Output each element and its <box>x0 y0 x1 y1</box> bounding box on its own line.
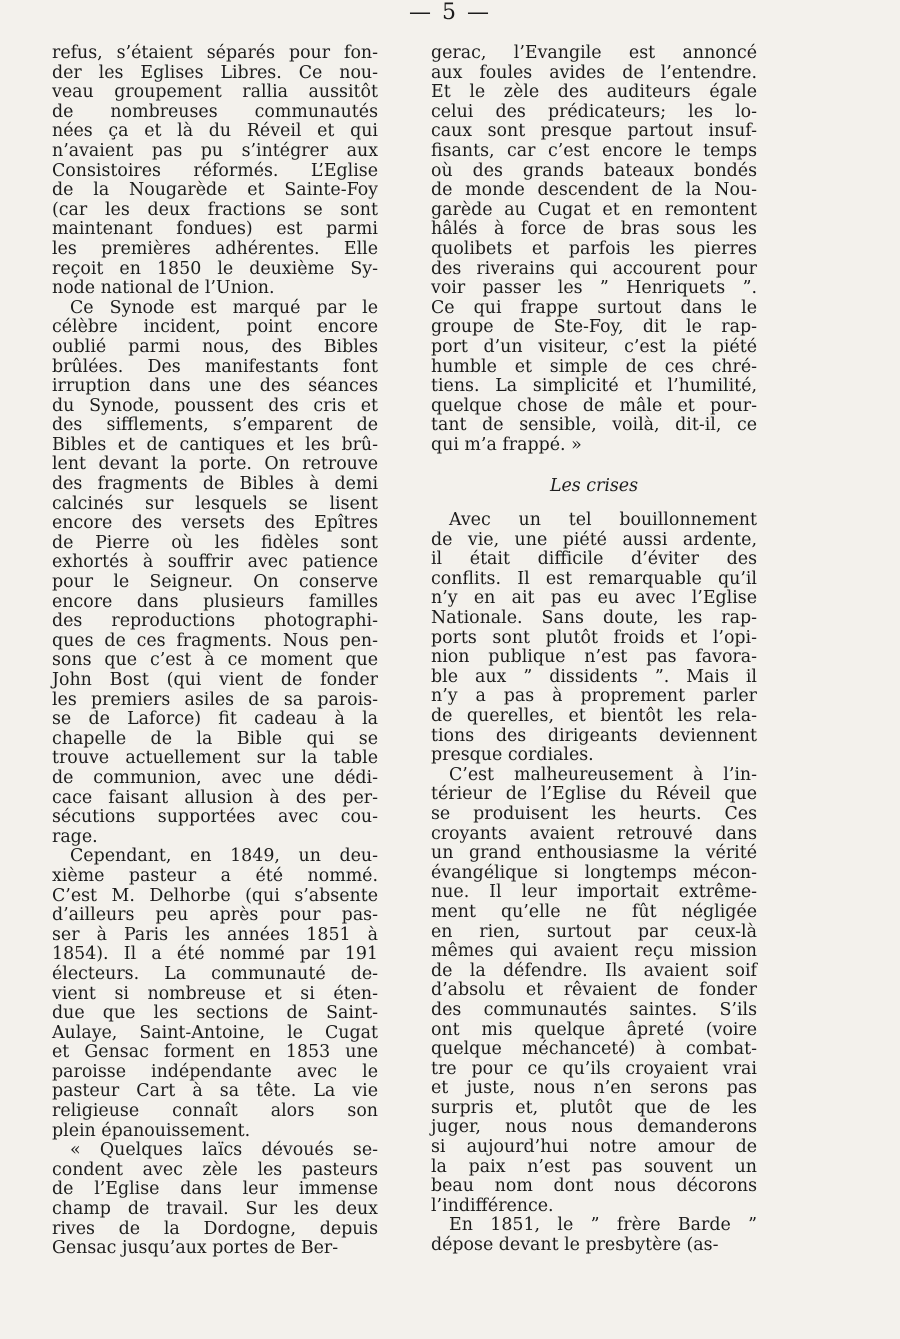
text-line: Aulaye, Saint-Antoine, le Cugat <box>52 1022 378 1043</box>
text-line: des sifflements, s’emparent de <box>52 415 378 436</box>
text-line: nées ça et là du Réveil et qui <box>52 121 378 142</box>
text-line: térieur de l’Eglise du Réveil que <box>431 784 757 805</box>
text-line: celui des prédicateurs; les lo- <box>431 101 757 122</box>
paragraph <box>431 1216 757 1255</box>
text-line: veau groupement rallia aussitôt <box>52 82 378 103</box>
text-line: Cependant, en 1849, un deu- <box>70 846 378 867</box>
text-line: caux sont presque partout insuf- <box>431 121 757 142</box>
text-line: node national de l’Union. <box>52 278 275 299</box>
paragraph <box>431 44 757 455</box>
text-line: ment qu’elle ne fût négligée <box>431 901 757 922</box>
text-line: der les Eglises Libres. Ce nou- <box>52 62 378 83</box>
text-line: trouve actuellement sur la table <box>52 748 378 769</box>
text-line: d’absolu et rêvaient de fonder <box>431 980 757 1001</box>
text-line: religieuse connaît alors son <box>52 1101 378 1122</box>
text-line: port d’un visiteur, c’est la piété <box>431 336 757 357</box>
text-line: de monde descendent de la Nou- <box>431 180 757 201</box>
text-line: irruption dans une des séances <box>52 376 378 397</box>
text-line: les premiers asiles de sa parois- <box>52 689 378 710</box>
text-line: quelque chose de mâle et pour- <box>431 395 757 416</box>
text-line: des reproductions photographi- <box>52 611 378 632</box>
text-line: presque cordiales. <box>431 745 594 766</box>
text-line: Ce qui frappe surtout dans le <box>431 297 757 318</box>
text-line: du Synode, poussent des cris et <box>52 395 378 416</box>
text-line: ports sont plutôt froids et l’opi- <box>431 627 757 648</box>
text-line: garède au Cugat et en remontent <box>431 199 757 220</box>
text-line: célèbre incident, point encore <box>52 317 378 338</box>
text-line: et Gensac forment en 1853 une <box>52 1042 378 1063</box>
text-line: Gensac jusqu’aux portes de Ber- <box>52 1238 339 1259</box>
text-line: C’est malheureusement à l’in- <box>449 764 757 785</box>
text-line: évangélique si longtemps mécon- <box>431 862 757 883</box>
text-line: quelque méchanceté) à combat- <box>431 1039 757 1060</box>
text-line: un grand enthousiasme la vérité <box>431 843 757 864</box>
text-line: Nationale. Sans doute, les rap- <box>431 608 757 629</box>
text-line: plein épanouissement. <box>52 1120 251 1141</box>
text-line: C’est M. Delhorbe (qui s’absente <box>52 885 378 906</box>
text-line: hâlés à force de bras sous les <box>431 219 757 240</box>
text-line: Consistoires réformés. L’Eglise <box>52 160 378 181</box>
text-line: de vie, une piété aussi ardente, <box>431 529 757 550</box>
text-line: oublié parmi nous, des Bibles <box>52 336 378 357</box>
text-line: surpris et, plutôt que de les <box>431 1097 757 1118</box>
text-line: et juste, nous n’en serons pas <box>431 1078 757 1099</box>
text-line: vient si nombreuse et si éten- <box>52 983 378 1004</box>
text-line: de communion, avec une dédi- <box>52 767 378 788</box>
text-line: En 1851, le ” frère Barde ” <box>449 1215 757 1236</box>
text-line: 1854). Il a été nommé par 191 <box>52 944 378 965</box>
paragraph <box>431 511 757 766</box>
text-line: nue. Il leur importait extrême- <box>431 882 757 903</box>
text-line: tre pour ce qu’ils croyaient vrai <box>431 1058 757 1079</box>
text-line: (car les deux fractions se sont <box>52 199 378 220</box>
text-line: de nombreuses communautés <box>52 101 378 122</box>
text-line: calcinés sur lesquels se lisent <box>52 493 378 514</box>
right-column-bottom <box>431 511 757 1256</box>
text-line: de querelles, et bientôt les rela- <box>431 706 757 726</box>
text-line: gerac, l’Evangile est annoncé <box>431 43 757 63</box>
text-line: de la Nougarède et Sainte-Foy <box>52 180 378 201</box>
right-column-top <box>431 44 757 455</box>
page-number: — 5 — <box>409 0 491 25</box>
text-line: aux foules avides de l’entendre. <box>431 62 757 83</box>
text-line: conflits. Il est remarquable qu’il <box>431 568 757 589</box>
text-line: maintenant fondues) est parmi <box>52 219 378 240</box>
text-line: nion publique n’est pas favora- <box>431 647 757 668</box>
left-column <box>52 44 378 1259</box>
text-line: reçoit en 1850 le deuxième Sy- <box>52 258 378 279</box>
text-line: les premières adhérentes. Elle <box>52 238 378 259</box>
text-line: il était difficile d’éviter des <box>431 549 757 570</box>
text-line: électeurs. La communauté de- <box>52 963 378 984</box>
text-line: pour le Seigneur. On conserve <box>52 572 378 593</box>
text-line: fisants, car c’est encore le temps <box>431 140 757 161</box>
text-line: en rien, surtout par ceux-là <box>431 921 757 942</box>
text-line: Bibles et de cantiques et les brû- <box>52 434 378 455</box>
paragraph <box>52 299 378 848</box>
text-line: de la défendre. Ils avaient soif <box>431 960 757 981</box>
text-line: n’y a pas à proprement parler <box>431 686 757 707</box>
text-line: ques de ces fragments. Nous pen- <box>52 630 378 651</box>
section-heading: Les crises <box>549 476 639 497</box>
text-line: paroisse indépendante avec le <box>52 1061 378 1082</box>
text-line: des fragments de Bibles à demi <box>52 474 378 495</box>
text-line: qui m’a frappé. » <box>431 434 582 455</box>
text-line: croyants avaient retrouvé dans <box>431 823 757 844</box>
text-line: groupe de Ste-Foy, dit le rap- <box>431 317 757 338</box>
text-line: la paix n’est pas souvent un <box>431 1156 757 1177</box>
text-line: mêmes qui avaient reçu mission <box>431 941 757 962</box>
text-line: sons que c’est à ce moment que <box>52 650 378 671</box>
text-line: se de Laforce) fit cadeau à la <box>52 709 378 730</box>
text-line: n’y en ait pas eu avec l’Eglise <box>431 588 757 609</box>
text-line: de Pierre où les fidèles sont <box>52 532 378 553</box>
text-line: Ce Synode est marqué par le <box>70 297 378 318</box>
text-line: condent avec zèle les pasteurs <box>52 1159 378 1180</box>
text-line: juger, nous nous demanderons <box>431 1117 757 1138</box>
text-line: encore des versets des Epîtres <box>52 513 378 534</box>
text-line: ble aux ” dissidents ”. Mais il <box>431 666 757 687</box>
text-line: tant de sensible, voilà, dit-il, ce <box>431 415 757 436</box>
text-line: quolibets et parfois les pierres <box>431 238 757 259</box>
text-line: ser à Paris les années 1851 à <box>52 924 378 945</box>
text-line: refus, s’étaient séparés pour fon- <box>52 43 378 63</box>
text-line: lent devant la porte. On retrouve <box>52 454 378 475</box>
paragraph <box>431 766 757 1217</box>
text-line: John Bost (qui vient de fonder <box>52 670 378 690</box>
text-line: rives de la Dordogne, depuis <box>52 1218 378 1239</box>
text-line: pasteur Cart à sa tête. La vie <box>52 1081 378 1102</box>
text-line: due que les sections de Saint- <box>52 1003 378 1024</box>
text-line: des riverains qui accourent pour <box>431 258 757 279</box>
text-line: exhortés à souffrir avec patience <box>52 552 378 573</box>
text-line: brûlées. Des manifestants font <box>52 356 378 377</box>
paragraph <box>52 44 378 299</box>
text-line: tiens. La simplicité et l’humilité, <box>431 376 757 397</box>
text-line: l’indifférence. <box>431 1195 554 1216</box>
text-line: Avec un tel bouillonnement <box>449 510 757 531</box>
text-line: tions des dirigeants deviennent <box>431 725 757 746</box>
text-line: beau nom dont nous décorons <box>431 1176 757 1197</box>
text-line: « Quelques laïcs dévoués se- <box>70 1140 378 1161</box>
paragraph <box>52 847 378 1141</box>
right-column <box>431 44 757 1256</box>
text-line: sécutions supportées avec cou- <box>52 807 378 828</box>
text-line: ont mis quelque âpreté (voire <box>431 1019 757 1040</box>
text-line: humble et simple de ces chré- <box>431 356 757 377</box>
text-line: encore dans plusieurs familles <box>52 591 378 612</box>
text-line: dépose devant le presbytère (as- <box>431 1235 719 1256</box>
text-line: champ de travail. Sur les deux <box>52 1199 378 1220</box>
text-line: si aujourd’hui notre amour de <box>431 1137 757 1158</box>
text-line: des communautés saintes. S’ils <box>431 999 757 1020</box>
text-line: chapelle de la Bible qui se <box>52 728 378 749</box>
text-line: voir passer les ” Henriquets ”. <box>431 278 757 299</box>
text-line: Et le zèle des auditeurs égale <box>431 82 757 103</box>
text-line: xième pasteur a été nommé. <box>52 865 378 886</box>
text-line: se produisent les heurts. Ces <box>431 803 757 824</box>
text-line: n’avaient pas pu s’intégrer aux <box>52 140 378 161</box>
text-line: cace faisant allusion à des per- <box>52 787 378 808</box>
text-line: d’ailleurs peu après pour pas- <box>52 905 378 926</box>
text-line: où des grands bateaux bondés <box>431 160 757 181</box>
text-line: rage. <box>52 826 98 847</box>
paragraph <box>52 1141 378 1259</box>
text-line: de l’Eglise dans leur immense <box>52 1179 378 1200</box>
